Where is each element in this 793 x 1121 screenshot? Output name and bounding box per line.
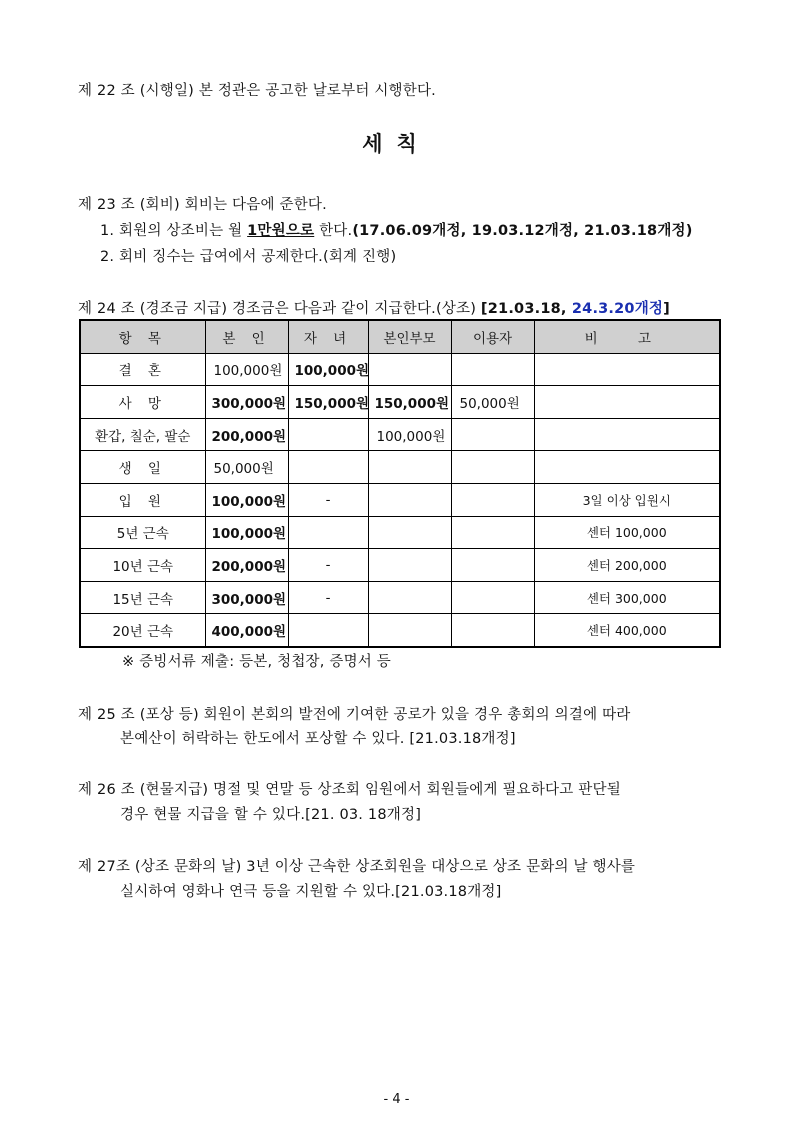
row-user <box>451 418 534 451</box>
row-user <box>451 483 534 516</box>
article-23-item-1 <box>100 219 693 240</box>
row-parent: 100,000원 <box>368 418 451 451</box>
row-user <box>451 549 534 582</box>
row-self: 300,000원 <box>205 386 288 419</box>
row-note: 센터 200,000 <box>534 549 720 582</box>
item1-text: 1. 회원의 상조비는 월 <box>100 223 248 239</box>
table-row <box>80 516 720 549</box>
row-parent <box>368 483 451 516</box>
row-item: 입 원 <box>80 483 205 516</box>
row-self: 400,000원 <box>205 614 288 647</box>
page-number: - 4 - <box>383 1092 410 1107</box>
row-child: - <box>288 549 368 582</box>
row-user: 50,000원 <box>451 386 534 419</box>
row-note <box>534 451 720 484</box>
row-self: 200,000원 <box>205 549 288 582</box>
table-row <box>80 353 720 386</box>
row-note <box>534 353 720 386</box>
revision-close: ] <box>663 301 670 317</box>
row-parent <box>368 451 451 484</box>
row-item: 15년 근속 <box>80 581 205 614</box>
header-user: 이용자 <box>451 320 534 353</box>
table-row <box>80 483 720 516</box>
row-item: 생 일 <box>80 451 205 484</box>
row-parent <box>368 581 451 614</box>
row-child <box>288 451 368 484</box>
row-child: - <box>288 581 368 614</box>
article-25-line-2: 본예산이 허락하는 한도에서 포상할 수 있다. [21.03.18개정] <box>120 731 516 747</box>
article-26-line-1: 제 26 조 (현물지급) 명절 및 연말 등 상조회 임원에서 회원들에게 필요하다고 판단될 <box>78 782 621 798</box>
table-header-row <box>80 320 720 353</box>
table-footnote: ※ 증빙서류 제출: 등본, 청첩장, 증명서 등 <box>122 654 392 670</box>
table-row <box>80 451 720 484</box>
row-item: 20년 근속 <box>80 614 205 647</box>
row-child: - <box>288 483 368 516</box>
article-24-text: 제 24 조 (경조금 지급) 경조금은 다음과 같이 지급한다.(상조) <box>78 301 481 317</box>
article-26-line-2: 경우 현물 지급을 할 수 있다.[21. 03. 18개정] <box>120 807 422 823</box>
row-parent <box>368 516 451 549</box>
article-23-item-2: 2. 회비 징수는 급여에서 공제한다.(회계 진행) <box>100 249 397 265</box>
table-row <box>80 418 720 451</box>
row-self: 50,000원 <box>205 451 288 484</box>
article-23-heading: 제 23 조 (회비) 회비는 다음에 준한다. <box>78 197 327 213</box>
row-item: 환갑, 칠순, 팔순 <box>80 418 205 451</box>
row-child <box>288 418 368 451</box>
table-row <box>80 581 720 614</box>
row-user <box>451 581 534 614</box>
header-item: 항 목 <box>80 320 205 353</box>
row-child <box>288 614 368 647</box>
row-note: 3일 이상 입원시 <box>534 483 720 516</box>
row-item: 결 혼 <box>80 353 205 386</box>
row-parent <box>368 353 451 386</box>
condolence-table <box>79 319 721 648</box>
header-note: 비 고 <box>534 320 720 353</box>
row-self: 200,000원 <box>205 418 288 451</box>
row-parent <box>368 549 451 582</box>
section-title: 세칙 <box>362 132 431 156</box>
fee-amount: 1만원으로 <box>247 223 315 239</box>
row-child <box>288 516 368 549</box>
item1-post: 한다. <box>314 223 353 239</box>
article-27-line-2: 실시하여 영화나 연극 등을 지원할 수 있다.[21.03.18개정] <box>120 884 502 900</box>
row-item: 10년 근속 <box>80 549 205 582</box>
row-user <box>451 451 534 484</box>
table-row <box>80 549 720 582</box>
row-note <box>534 386 720 419</box>
row-user <box>451 353 534 386</box>
row-note: 센터 400,000 <box>534 614 720 647</box>
row-self: 100,000원 <box>205 483 288 516</box>
header-self: 본 인 <box>205 320 288 353</box>
row-item: 5년 근속 <box>80 516 205 549</box>
item1-revision: (17.06.09개정, 19.03.12개정, 21.03.18개정) <box>352 223 693 239</box>
row-user <box>451 614 534 647</box>
revision-date: [21.03.18, <box>480 301 572 317</box>
row-parent: 150,000원 <box>368 386 451 419</box>
article-22: 제 22 조 (시행일) 본 정관은 공고한 날로부터 시행한다. <box>78 83 436 99</box>
row-item: 사 망 <box>80 386 205 419</box>
row-child: 100,000원 <box>288 353 368 386</box>
header-child: 자 녀 <box>288 320 368 353</box>
row-note: 센터 300,000 <box>534 581 720 614</box>
row-self: 100,000원 <box>205 516 288 549</box>
row-user <box>451 516 534 549</box>
header-parent: 본인부모 <box>368 320 451 353</box>
article-24-heading <box>78 297 670 318</box>
row-self: 100,000원 <box>205 353 288 386</box>
row-self: 300,000원 <box>205 581 288 614</box>
article-27-line-1: 제 27조 (상조 문화의 날) 3년 이상 근속한 상조회원을 대상으로 상조 문화의 날 행사를 <box>78 859 636 875</box>
row-child: 150,000원 <box>288 386 368 419</box>
row-note: 센터 100,000 <box>534 516 720 549</box>
row-note <box>534 418 720 451</box>
table-row <box>80 614 720 647</box>
article-25-line-1: 제 25 조 (포상 등) 회원이 본회의 발전에 기여한 공로가 있을 경우 총회의 의결에 따라 <box>78 707 631 723</box>
table-row <box>80 386 720 419</box>
revision-date-new: 24.3.20개정 <box>571 301 664 317</box>
row-parent <box>368 614 451 647</box>
